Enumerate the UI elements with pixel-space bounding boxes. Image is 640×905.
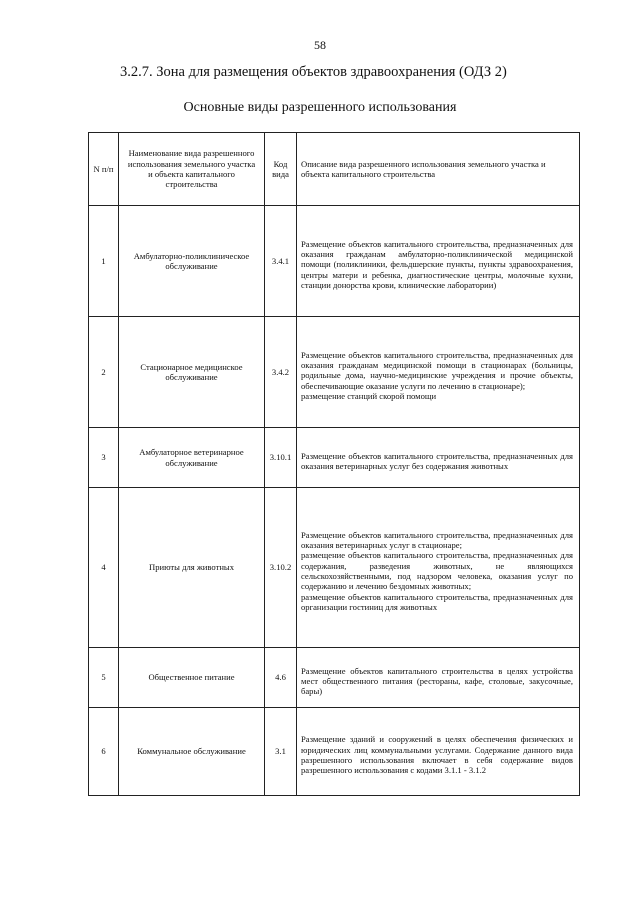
header-name-text: Наименование вида разрешенного использования земельного участка и объекта капитального строительства (127, 148, 256, 190)
table-header-row (89, 133, 580, 206)
row-name-text: Амбулаторно-поликлиническое обслуживание (133, 250, 250, 271)
row-desc (297, 428, 580, 488)
table-row (89, 708, 580, 796)
permitted-uses-table (88, 132, 580, 796)
row-code: 3.4.1 (265, 206, 297, 317)
row-name-text: Коммунальное обслуживание (137, 746, 246, 757)
table-row (89, 206, 580, 317)
row-name-text: Амбулаторное ветеринарное обслуживание (139, 447, 244, 468)
header-num: N п/п (89, 133, 119, 206)
row-name-text: Приюты для животных (149, 562, 234, 573)
table-row (89, 317, 580, 428)
table-row (89, 488, 580, 648)
row-name (119, 488, 265, 648)
header-code: Код вида (265, 133, 297, 206)
row-desc (297, 206, 580, 317)
subtitle: Основные виды разрешенного использования (183, 100, 457, 115)
row-desc-text: Размещение объектов капитального строительства, предназначенных для оказания гражданам медицинской помощи в стационарах (больницы, родильные дома, научно-медицинские учреждения и прочие объекты, обеспечивающие оказание услуги по лечению в стационаре); размещение станций скорой помощи (301, 349, 573, 401)
row-name (119, 708, 265, 796)
row-desc-text: Размещение объектов капитального строительства, предназначенных для оказания ветеринарных услуг в стационаре; размещение объектов капитального строительства, предназначенных для содержания, разведения животных, не являющихся сельскохозяйственными, под надзором человека, оказания услуг по содержанию и лечению бездомных животных; размещение объектов капитального строительства, предназначенных для организации гостиниц для животных (301, 529, 573, 612)
row-name (119, 317, 265, 428)
row-code: 3.1 (265, 708, 297, 796)
section-title: 3.2.7. Зона для размещения объектов здравоохранения (ОДЗ 2) (120, 64, 507, 80)
row-desc-text: Размещение объектов капитального строительства, предназначенных для оказания ветеринарных услуг без содержания животных (301, 450, 573, 471)
header-name (119, 133, 265, 206)
row-code: 4.6 (265, 648, 297, 708)
row-num: 4 (89, 488, 119, 648)
row-desc (297, 648, 580, 708)
row-desc-text: Размещение зданий и сооружений в целях обеспечения физических и юридических лиц коммунальными услугами. Содержание данного вида разрешенного использования включает в себя содержание видов разрешенного использования с кодами 3.1.1 - 3.1.2 (301, 734, 573, 776)
row-code: 3.4.2 (265, 317, 297, 428)
row-name (119, 206, 265, 317)
row-num: 6 (89, 708, 119, 796)
row-num: 5 (89, 648, 119, 708)
page-number: 58 (314, 38, 326, 52)
header-desc: Описание вида разрешенного использования земельного участка и объекта капитального строительства (297, 133, 580, 206)
row-num: 2 (89, 317, 119, 428)
row-num: 1 (89, 206, 119, 317)
row-name-text: Стационарное медицинское обслуживание (140, 361, 243, 382)
row-name (119, 428, 265, 488)
table-row (89, 428, 580, 488)
row-desc-text: Размещение объектов капитального строительства, предназначенных для оказания гражданам амбулаторно-поликлинической медицинской помощи (поликлиники, фельдшерские пункты, пункты здравоохранения, центры матери и ребенка, диагностические центры, молочные кухни, станции донорства крови, клинические лаборатории) (301, 238, 573, 290)
row-desc (297, 317, 580, 428)
row-desc-text: Размещение объектов капитального строительства в целях устройства мест общественного питания (рестораны, кафе, столовые, закусочные, бары) (301, 665, 573, 697)
row-name-text: Общественное питание (148, 672, 235, 683)
row-num: 3 (89, 428, 119, 488)
row-desc (297, 708, 580, 796)
row-code: 3.10.1 (265, 428, 297, 488)
row-code: 3.10.2 (265, 488, 297, 648)
row-desc (297, 488, 580, 648)
row-name (119, 648, 265, 708)
table-row (89, 648, 580, 708)
